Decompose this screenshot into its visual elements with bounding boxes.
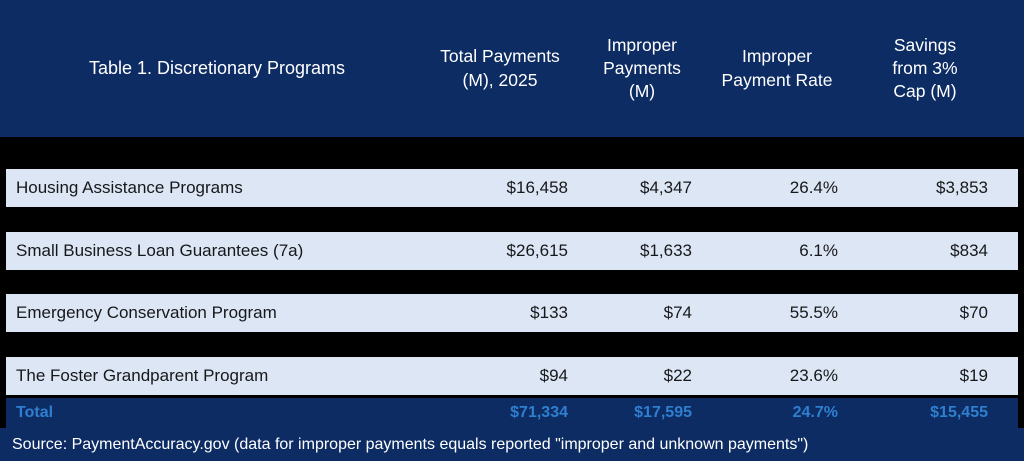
column-header-improper-rate-line2: Payment Rate [721,69,833,90]
cell-total-total-payments: $71,334 [510,404,568,421]
cell-savings: $3,853 [936,178,988,197]
cell-total-savings: $15,455 [930,404,988,421]
cell-savings: $834 [950,241,988,260]
cell-total-payments: $133 [530,303,568,322]
cell-total-payments: $26,615 [506,241,568,260]
cell-savings: $70 [959,303,988,322]
cell-improper-payments: $22 [663,366,692,385]
cell-total-payments: $94 [539,366,568,385]
column-header-improper-rate [704,45,850,91]
source-note: Source: PaymentAccuracy.gov (data for improper payments equals reported "improper and unknown payments") [0,428,1024,461]
column-header-improper-rate-line1: Improper [741,46,813,67]
column-header-savings-line3: Cap (M) [893,81,957,102]
table-row [6,294,1018,332]
column-header-improper-payments-line3: (M) [628,81,656,102]
cell-total-payments: $16,458 [506,178,568,197]
column-header-improper-payments-line2: Payments [603,57,681,78]
cell-improper-rate: 6.1% [799,241,838,260]
cell-program: Housing Assistance Programs [16,178,243,197]
cell-improper-rate: 55.5% [789,303,838,322]
column-header-improper-payments [580,34,704,103]
cell-savings: $19 [959,366,988,385]
cell-improper-payments: $1,633 [640,241,692,260]
cell-improper-payments: $4,347 [640,178,692,197]
table-total-row [6,398,1018,428]
column-header-program: Table 1. Discretionary Programs [88,57,346,78]
table-row [6,232,1018,270]
cell-total-label: Total [16,404,54,421]
cell-improper-rate: 26.4% [789,178,838,197]
table-row [6,357,1018,395]
table-row [6,169,1018,207]
cell-program: Small Business Loan Guarantees (7a) [16,241,304,260]
cell-total-improper-payments: $17,595 [634,404,692,421]
column-header-improper-payments-line1: Improper [606,34,678,55]
cell-program: Emergency Conservation Program [16,303,277,322]
column-header-savings-line1: Savings [893,34,957,55]
cell-total-improper-rate: 24.7% [792,404,838,421]
table-header [0,0,1024,137]
column-header-total-payments-line1: Total Payments [440,46,560,67]
cell-improper-rate: 23.6% [789,366,838,385]
cell-improper-payments: $74 [663,303,692,322]
column-header-savings-line2: from 3% [892,57,958,78]
column-header-total-payments [420,45,580,91]
column-header-savings [850,34,1000,103]
column-header-total-payments-line2: (M), 2025 [462,69,538,90]
cell-program: The Foster Grandparent Program [16,366,269,385]
